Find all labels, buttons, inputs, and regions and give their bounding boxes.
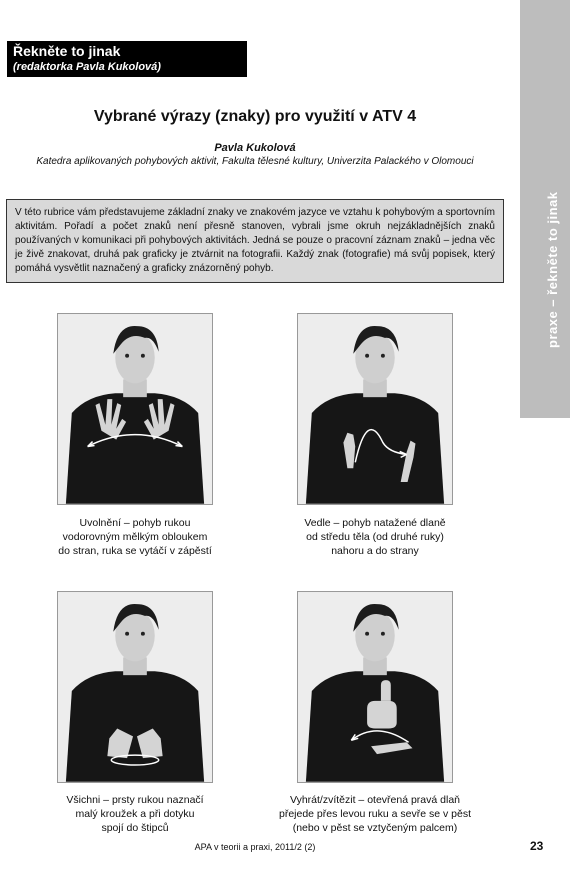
side-label-text: praxe – řekněte to jinak [545, 191, 560, 348]
journal-footer: APA v teorii a praxi, 2011/2 (2) [194, 842, 316, 852]
page-number: 23 [530, 839, 544, 853]
article-title: Vybrané výrazy (znaky) pro využití v ATV 4 [93, 108, 417, 125]
caption-vsichni: Všichni – prsty rukou naznačí malý kroužek a při dotyku spojí do štipců [66, 794, 204, 834]
section-header [7, 41, 247, 77]
article-author: Pavla Kukolová [214, 142, 296, 154]
section-editor: (redaktorka Pavla Kukolová) [13, 61, 161, 73]
sign-photo-vedle [297, 313, 453, 505]
article-affiliation: Katedra aplikovaných pohybových aktivit, Fakulta tělesné kultury, Univerzita Palackého v Olomouci [36, 156, 474, 167]
abstract-box: V této rubrice vám představujeme základní znaky ve znakovém jazyce ve vztahu k pohybovým a sportovním aktivitám. Pořadí a počet znaků není přesně stanoven, vybrali jsme okruh nejzákladnějších znaků používaných v komunikaci při pohybových aktivitách. Jedná se pouze o pracovní záznam znaků – jedna věc je živě znakovat, druhá pak graficky je ztvárnit na fotografii. Každý znak (fotografie) má svůj popisek, který pomáhá vysvětlit naznačený a graficky znázorněný pohyb. [6, 199, 504, 283]
sign-photo-vsichni [57, 591, 213, 783]
caption-vedle: Vedle – pohyb natažené dlaně od středu těla (od druhé ruky) nahoru a do strany [304, 517, 446, 557]
caption-uvolneni: Uvolnění – pohyb rukou vodorovným mělkým obloukem do stran, ruka se vytáčí v zápěstí [58, 517, 212, 557]
caption-vyhrat: Vyhrát/zvítězit – otevřená pravá dlaň přejede přes levou ruku a sevře se v pěst (nebo v pěst se vztyčeným palcem) [278, 794, 472, 834]
sign-photo-vyhrat [297, 591, 453, 783]
section-title: Řekněte to jinak [13, 43, 121, 59]
sign-photo-uvolneni [57, 313, 213, 505]
